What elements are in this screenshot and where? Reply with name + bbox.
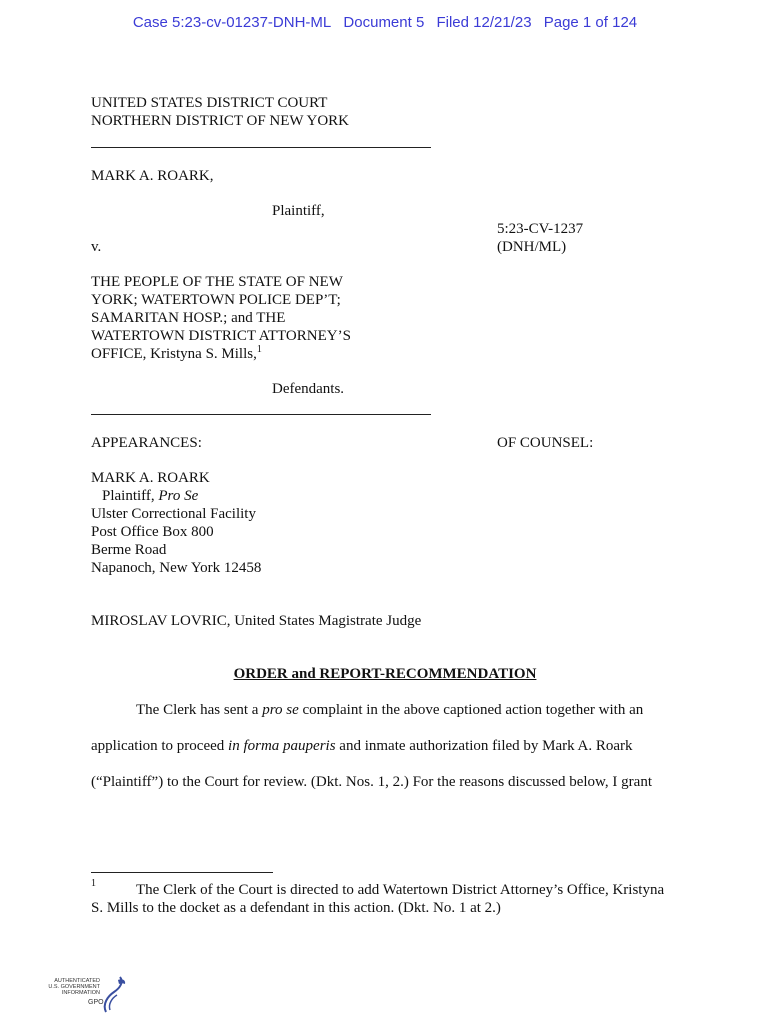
body-line-3: (“Plaintiff”) to the Court for review. (Dkt. Nos. 1, 2.) For the reasons discussed below, I grant (91, 774, 652, 790)
address-line: Ulster Correctional Facility (91, 506, 256, 522)
document-number: Document 5 (343, 14, 425, 31)
judge-line: MIROSLAV LOVRIC, United States Magistrate Judge (91, 613, 422, 629)
case-number-line1: 5:23-CV-1237 (497, 221, 584, 237)
counsel-heading: OF COUNSEL: (497, 435, 594, 451)
page-indicator: Page 1 of 124 (543, 14, 638, 31)
divider (91, 414, 431, 415)
address-line: Post Office Box 800 (91, 524, 214, 540)
role-italic: Pro Se (158, 488, 199, 504)
footnote-ref: 1 (256, 344, 262, 355)
case-number-line2: (DNH/ML) (497, 239, 567, 255)
address-line: Berme Road (91, 542, 167, 558)
body-italic: in forma pauperis (228, 738, 336, 754)
logo-text (42, 978, 100, 996)
body-text: The Clerk has sent a (136, 702, 263, 718)
appearances-heading: APPEARANCES: (91, 435, 202, 451)
court-district: NORTHERN DISTRICT OF NEW YORK (91, 113, 349, 129)
case-header (0, 14, 770, 31)
logo-line: INFORMATION (61, 990, 100, 996)
appearance-name: MARK A. ROARK (91, 470, 210, 486)
logo-line: U.S. GOVERNMENT (48, 984, 100, 990)
filed-date: Filed 12/21/23 (436, 14, 532, 31)
defendants-role: Defendants. (272, 381, 345, 397)
body-text: complaint in the above captioned action together with an (298, 702, 644, 718)
plaintiff-role: Plaintiff, (272, 203, 325, 219)
body-text: application to proceed (91, 738, 229, 754)
body-text: and inmate authorization filed by Mark A. Roark (335, 738, 633, 754)
logo-line: AUTHENTICATED (54, 978, 100, 984)
defendants-line-last (91, 345, 262, 363)
defendants-line: THE PEOPLE OF THE STATE OF NEW (91, 274, 343, 290)
defendants-line: WATERTOWN DISTRICT ATTORNEY’S (91, 328, 351, 344)
defendants-line: OFFICE, Kristyna S. Mills, (91, 346, 257, 362)
footnote-number: 1 (91, 878, 96, 889)
case-number: Case 5:23-cv-01237-DNH-ML (132, 14, 332, 31)
role-text: Plaintiff, (102, 488, 159, 504)
body-line-1 (136, 701, 643, 719)
logo-gpo: GPO (88, 999, 104, 1006)
plaintiff-name: MARK A. ROARK, (91, 168, 214, 184)
body-italic: pro se (262, 702, 299, 718)
eagle-icon (98, 974, 128, 1014)
gpo-authentication-logo (42, 972, 132, 1016)
footnote-line-2: S. Mills to the docket as a defendant in this action. (Dkt. No. 1 at 2.) (91, 900, 501, 916)
footnote-divider (91, 872, 273, 873)
appearance-role (102, 487, 198, 505)
footnote-line-1: The Clerk of the Court is directed to add Watertown District Attorney’s Office, Kristyna (136, 882, 665, 898)
defendants-line: YORK; WATERTOWN POLICE DEP’T; (91, 292, 341, 308)
body-line-2 (91, 737, 633, 755)
defendants-line: SAMARITAN HOSP.; and THE (91, 310, 286, 326)
order-title: ORDER and REPORT-RECOMMENDATION (233, 666, 537, 682)
court-name: UNITED STATES DISTRICT COURT (91, 95, 328, 111)
address-line: Napanoch, New York 12458 (91, 560, 262, 576)
divider (91, 147, 431, 148)
versus: v. (91, 239, 102, 255)
